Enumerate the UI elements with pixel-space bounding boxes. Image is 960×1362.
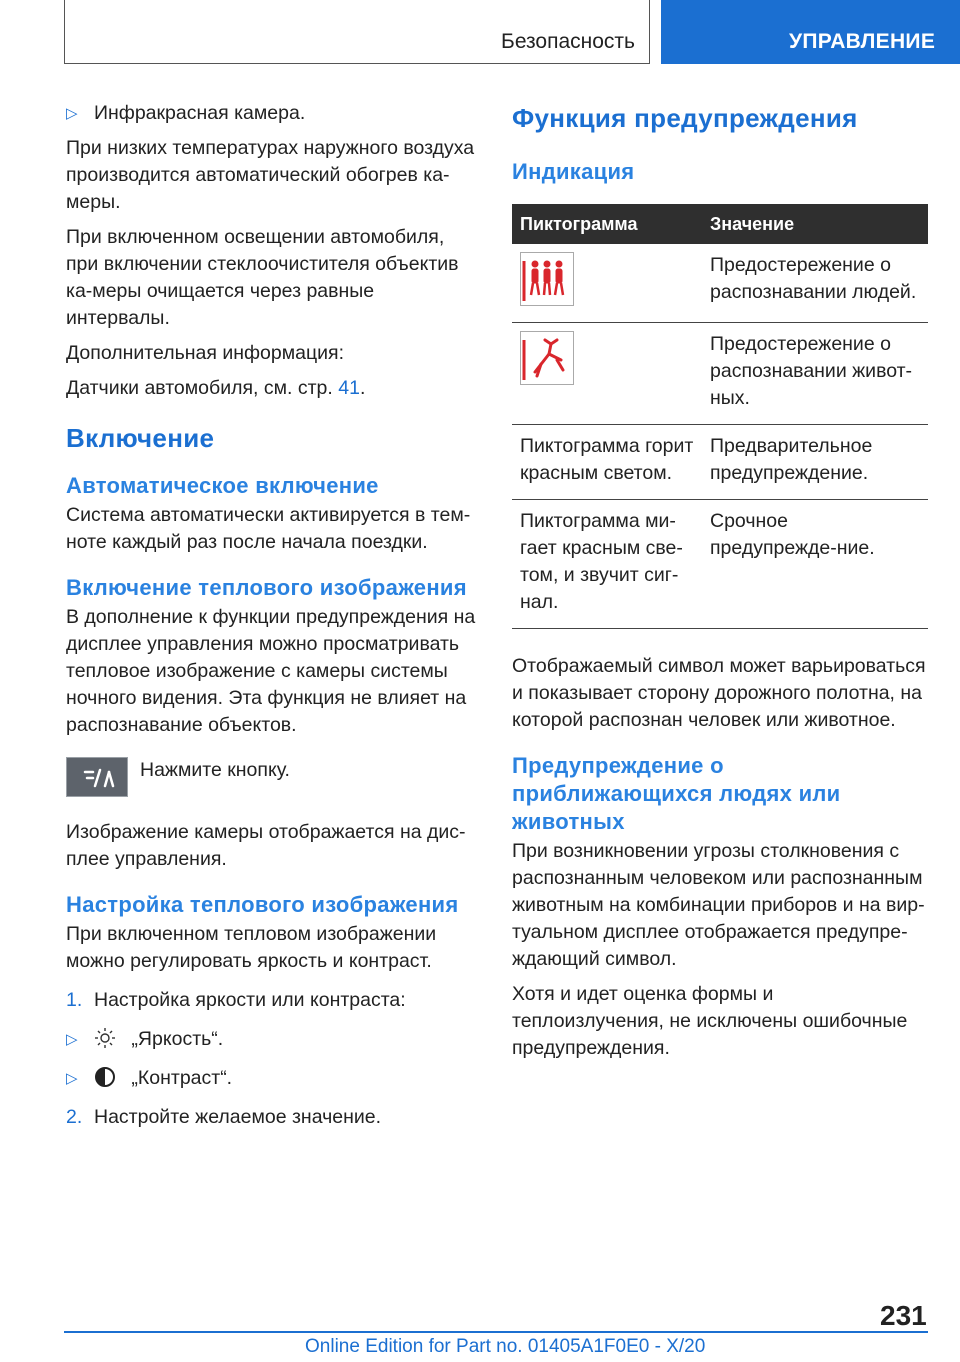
heading-thermal-on: Включение теплового изображения [66,575,467,600]
table-header-pictogram: Пиктограмма [512,204,702,244]
sub-item-brightness[interactable] [66,1026,476,1053]
heading-indication: Индикация [512,159,635,184]
table-cell-meaning: Предостережение о распознавании людей. [702,244,928,323]
paragraph-sensors [66,375,476,402]
press-button-row [66,757,476,819]
paragraph-camera-display: Изображение камеры отображается на дис-плее управления. [66,821,466,870]
paragraph-cleaning: При включенном освещении автомобиля, при включении стеклоочистителя объектив ка-меры очищается через равные интервалы. [66,226,459,329]
paragraph-false-warnings: Хотя и идет оценка формы и теплоизлучения, не исключены ошибочные предупреждения. [512,983,908,1059]
step-2-number: 2. [66,1106,83,1128]
indication-table [512,204,928,629]
table-cell-meaning: Предостережение о распознавании живот-ных. [702,323,928,425]
heading-approach-warning: Предупреждение о приближающихся людях или животных [512,753,841,834]
paragraph-auto-activation: Система автоматически активируется в тем-ноте каждый раз после начала поездки. [66,504,471,553]
press-button-text: Нажмите кнопку. [140,759,290,781]
header-section-tab [64,0,650,64]
night-vision-button-icon [66,757,128,797]
heading-warning-function: Функция предупреждения [512,103,858,133]
left-column [66,100,476,1131]
page-number: 231 [880,1300,927,1331]
paragraph-additional-info: Дополнительная информация: [66,342,345,364]
header-chapter-label: УПРАВЛЕНИЕ [789,30,936,53]
step-2 [66,1104,476,1131]
paragraph-symbol-variation: Отображаемый символ может варьироваться и показывает сторону дорожного полотна, на которой распознан человек или животное. [512,655,926,731]
right-column [512,100,928,1062]
table-cell-pictogram-text: Пиктограмма горит красным светом. [512,425,702,500]
table-row [512,500,928,629]
heading-thermal-settings: Настройка теплового изображения [66,892,459,917]
heading-switch-on: Включение [66,423,215,453]
brightness-label: „Яркость“. [131,1028,224,1050]
page-link-41[interactable]: 41 [338,377,360,399]
table-cell-pictogram [512,244,702,323]
step-1 [66,987,476,1014]
triangle-bullet-icon: ▷ [66,1031,78,1048]
step-2-text: Настройте желаемое значение. [94,1106,382,1128]
contrast-label: „Контраст“. [131,1067,233,1089]
table-cell-meaning: Срочное предупрежде-ние. [702,500,928,629]
paragraph-thermal-description: В дополнение к функции предупреждения на дисплее управления можно просматривать тепловое изображение с камеры системы ночного видения. Эта функция не влияет на распознавание объектов. [66,606,476,736]
paragraph-collision-threat: При возникновении угрозы столкновения с распознанным человеком или распознанным животным на комбинации приборов и на вир-туальном дисплее отображается предупре-ждающий символ. [512,840,925,970]
sun-icon [94,1027,116,1049]
bullet-text: Инфракрасная камера. [94,102,306,124]
sub-item-contrast[interactable] [66,1065,476,1092]
table-header-meaning: Значение [702,204,928,244]
table-cell-pictogram-text: Пиктограмма ми-гает красным све-том, и звучит сиг-нал. [512,500,702,629]
animal-warning-icon [520,331,574,385]
triangle-bullet-icon: ▷ [66,105,78,122]
table-row [512,425,928,500]
footer-edition: Online Edition for Part no. 01405A1F0E0 - X/20 [305,1336,706,1357]
pedestrian-warning-icon [520,252,574,306]
step-1-text: Настройка яркости или контраста: [94,989,406,1011]
sensors-period: . [359,377,366,399]
table-row [512,323,928,425]
triangle-bullet-icon: ▷ [66,1070,78,1087]
table-row [512,244,928,323]
footer-divider [64,1331,928,1333]
contrast-icon [94,1066,116,1088]
table-cell-meaning: Предварительное предупреждение. [702,425,928,500]
paragraph-brightness-contrast: При включенном тепловом изображении можно регулировать яркость и контраст. [66,923,437,972]
table-cell-pictogram [512,323,702,425]
step-1-number: 1. [66,989,83,1011]
heading-auto-switch-on: Автоматическое включение [66,473,379,498]
table-header-row [512,204,928,244]
sensors-text: Датчики автомобиля, см. стр. [66,377,333,399]
header-section-label: Безопасность [501,30,635,53]
header-chapter-tab [661,0,960,64]
bullet-infrared-camera [66,100,476,127]
paragraph-heating: При низких температурах наружного воздуха производится автоматический обогрев ка-меры. [66,137,475,213]
